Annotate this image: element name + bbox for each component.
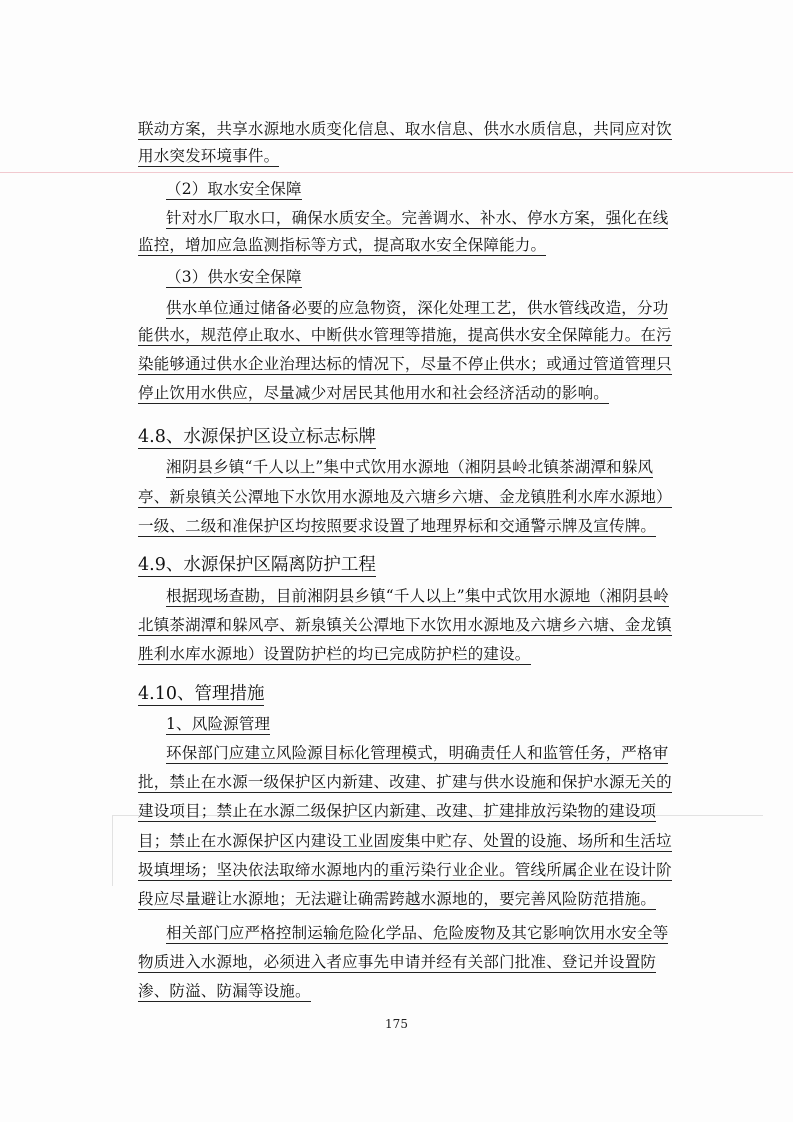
- text-line: [138, 353, 672, 375]
- page-number: 175: [385, 1017, 408, 1031]
- subheading-water-intake: [166, 178, 302, 200]
- text-line: [166, 456, 653, 478]
- underlined-text: 圾填埋场；坚决依法取缔水源地内的重污染行业企业。管线所属企业在设计阶: [138, 861, 672, 879]
- underlined-text: 用水突发环境事件。: [138, 147, 280, 165]
- text-line: [166, 922, 668, 944]
- underlined-text: 能供水，规范停止取水、中断供水管理等措施，提高供水安全保障能力。在污: [138, 326, 672, 344]
- text-line: [138, 888, 656, 910]
- text-line: [138, 771, 672, 793]
- section-heading-4-8: [138, 425, 376, 449]
- text-line: [166, 297, 668, 319]
- text-line: [138, 234, 546, 256]
- underlined-text: 停止饮用水供应，尽量减少对居民其他用水和社会经济活动的影响。: [138, 384, 610, 402]
- underlined-heading: 4.10、管理措施: [138, 684, 265, 704]
- text-line: [138, 951, 656, 973]
- underlined-text: 建设项目；禁止在水源二级保护区内新建、改建、扩建排放污染物的建设项: [138, 802, 657, 820]
- underlined-text: （2）取水安全保障: [166, 180, 302, 198]
- underlined-text: 监控，增加应急监测指标等方式，提高取水安全保障能力。: [138, 236, 547, 254]
- text-line: [138, 859, 672, 881]
- bleed-through-rule: [0, 172, 793, 173]
- text-line: [166, 207, 668, 229]
- subheading-water-supply: [166, 266, 302, 288]
- underlined-text: 相关部门应严格控制运输危险化学品、危险废物及其它影响饮用水安全等: [166, 924, 669, 942]
- underlined-text: 供水单位通过储备必要的应急物资，深化处理工艺，供水管线改造，分功: [166, 299, 669, 317]
- text-line: [138, 145, 279, 167]
- underlined-heading: 4.9、水源保护区隔离防护工程: [138, 555, 376, 575]
- section-heading-4-10: [138, 682, 264, 706]
- underlined-text: 联动方案，共享水源地水质变化信息、取水信息、供水水质信息，共同应对饮: [138, 120, 672, 138]
- text-line: [138, 800, 656, 822]
- text-line: [138, 830, 672, 852]
- underlined-text: 物质进入水源地，必须进入者应事先申请并经有关部门批准、登记并设置防: [138, 953, 657, 971]
- underlined-text: 段应尽量避让水源地；无法避让确需跨越水源地的，要完善风险防范措施。: [138, 890, 657, 908]
- underlined-text: 亭、新泉镇关公潭地下水饮用水源地及六塘乡六塘、金龙镇胜利水库水源地）: [138, 488, 672, 506]
- text-line: [138, 980, 311, 1002]
- underlined-text: （3）供水安全保障: [166, 268, 302, 286]
- text-line: [138, 614, 672, 636]
- text-line: [138, 324, 672, 346]
- text-line: [138, 643, 531, 665]
- underlined-text: 1、风险源管理: [166, 715, 271, 733]
- underlined-heading: 4.8、水源保护区设立标志标牌: [138, 427, 376, 447]
- text-line: [138, 486, 672, 508]
- text-line: [166, 742, 668, 764]
- underlined-text: 胜利水库水源地）设置防护栏的均已完成防护栏的建设。: [138, 645, 531, 663]
- text-line: [138, 515, 656, 537]
- text-line: [138, 118, 672, 140]
- underlined-text: 湘阴县乡镇“千人以上”集中式饮用水源地（湘阴县岭北镇茶湖潭和躲风: [166, 458, 654, 476]
- underlined-text: 根据现场查勘，目前湘阴县乡镇“千人以上”集中式饮用水源地（湘阴县岭: [166, 587, 669, 605]
- underlined-text: 目；禁止在水源保护区内建设工业固废集中贮存、处置的设施、场所和生活垃: [138, 832, 672, 850]
- underlined-text: 批，禁止在水源一级保护区内新建、改建、扩建与供水设施和保护水源无关的: [138, 773, 672, 791]
- text-line: [166, 585, 669, 607]
- subheading-risk-source: [166, 713, 270, 735]
- text-line: [138, 382, 609, 404]
- underlined-text: 北镇茶湖潭和躲风亭、新泉镇关公潭地下水饮用水源地及六塘乡六塘、金龙镇: [138, 616, 672, 634]
- underlined-text: 染能够通过供水企业治理达标的情况下，尽量不停止供水；或通过管道管理只: [138, 355, 672, 373]
- underlined-text: 针对水厂取水口，确保水质安全。完善调水、补水、停水方案，强化在线: [166, 209, 669, 227]
- section-heading-4-9: [138, 553, 376, 577]
- underlined-text: 渗、防溢、防漏等设施。: [138, 982, 311, 1000]
- underlined-text: 一级、二级和准保护区均按照要求设置了地理界标和交通警示牌及宣传牌。: [138, 517, 657, 535]
- underlined-text: 环保部门应建立风险源目标化管理模式，明确责任人和监管任务，严格审: [166, 744, 669, 762]
